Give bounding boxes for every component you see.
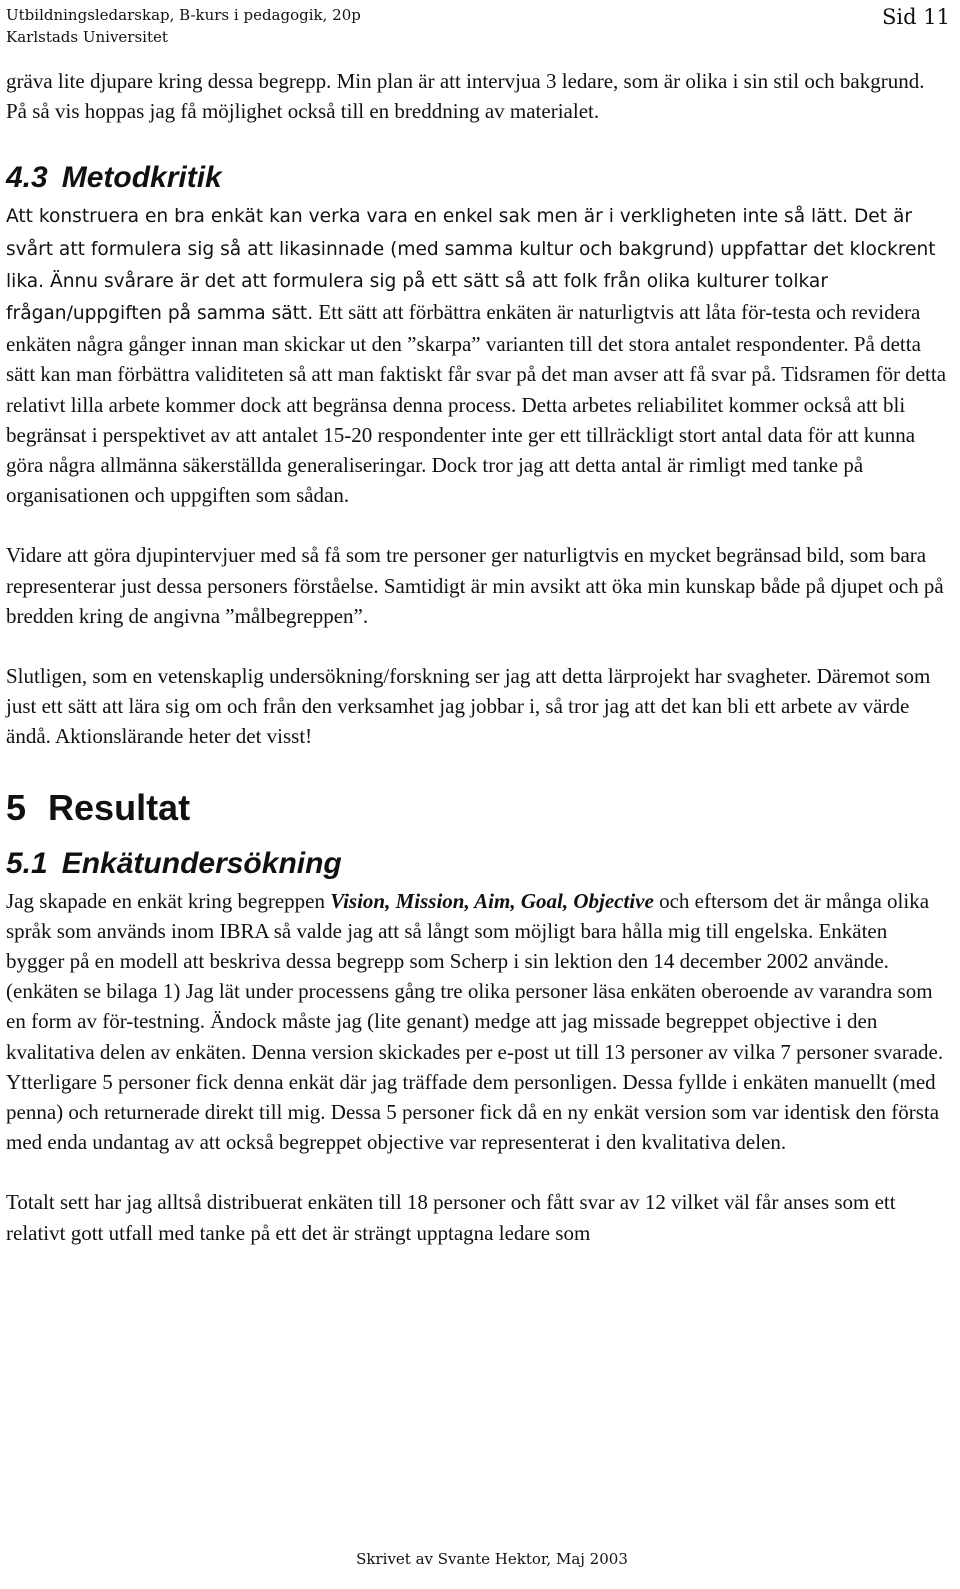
serif-text-span: Ett sätt att förbättra enkäten är naturligtvis att låta för-testa och revidera enkäten några gånger innan man skickar ut den ”skarpa” varianten till det stora antalet respondenter. På detta sätt kan man förbättra validiteten så att man faktiskt får svar på det man avser att få svar på. Tidsramen för detta relativt lilla arbete kommer dock att begränsa denna process. Detta arbetes reliabilitet kommer också att bli begränsat i perspektivet av att antalet 15-20 respondenter inte ger ett tillräckligt stort antal data för att kunna göra några allmänna säkerställda generaliseringar. Dock tror jag att detta antal är rimligt med tanke på organisationen och uppgiften som sådan.: [6, 300, 947, 508]
section-heading-enkatundersokning: [6, 842, 948, 886]
sans-text-span: Att konstruera en bra enkät kan verka vara en enkel sak men är i verkligheten inte så lätt. Det är svårt att formulera sig så att likasinnade (med samma kultur och bakgrund) uppfattar det klockrent lika. Ännu svårare är det att formulera sig på ett sätt så att folk från olika kulturer tolkar frågan/uppgiften på samma sätt.: [6, 206, 936, 325]
text-span: Jag skapade en enkät kring begreppen: [6, 888, 331, 913]
chapter-heading-resultat: [6, 784, 948, 832]
university-name: Karlstads Universitet: [6, 28, 168, 46]
enkat-paragraph-2: Totalt sett har jag alltså distribuerat enkäten till 18 personer och fått svar av 12 vilket väl får anses som ett relativt gott utfall med tanke på ett det är strängt upptagna ledare som: [6, 1190, 896, 1245]
page-footer: [0, 1548, 960, 1570]
section-title: Metodkritik: [61, 161, 222, 195]
metodkritik-paragraph-1: [6, 200, 948, 510]
metodkritik-paragraph-3: Slutligen, som en vetenskaplig undersökning/forskning ser jag att detta lärprojekt har svagheter. Däremot som just ett sätt att lära sig om och från den verksamhet jag jobbar i, så tror jag att det kan bli ett arbete av värde ändå. Aktionslärande heter det visst!: [6, 664, 931, 749]
page-header: [6, 4, 950, 48]
enkat-paragraph-1: [6, 886, 948, 1158]
footer-author: Skrivet av Svante Hektor, Maj 2003: [356, 1550, 628, 1568]
page-number: Sid 11: [882, 5, 950, 29]
section-number: 4.3: [6, 161, 48, 195]
chapter-title: Resultat: [48, 786, 191, 828]
section-title: Enkätundersökning: [61, 846, 342, 880]
text-span: och eftersom det är många olika språk som används inom IBRA så valde jag att så långt som möjligt bara hålla mig till engelska. Enkäten bygger på en modell att beskriva dessa begrepp som Scherp i sin lektion den 14 december 2002 använde. (enkäten se bilaga 1) Jag lät under processens gång tre olika personer läsa enkäten oberoende av varandra som en form av för-testning. Ändock måste jag (lite genant) medge att jag missade begreppet objective i den kvalitativa delen av enkäten. Denna version skickades per e-post ut till 13 personer av vilka 7 personer svarade. Ytterligare 5 personer fick denna enkät där jag träffade dem personligen. Dessa fyllde i enkäten manuellt (med penna) och returnerade direkt till mig. Dessa 5 personer fick då en ny enkät version som var identisk den första med enda undantag av att också begreppet objective var representerat i den kvalitativa delen.: [6, 888, 944, 1155]
metodkritik-paragraph-2: Vidare att göra djupintervjuer med så få som tre personer ger naturligtvis en mycket begränsad bild, som bara representerar just dessa personers förståelse. Samtidigt är min avsikt att öka min kunskap både på djupet och på bredden kring de angivna ”målbegreppen”.: [6, 543, 944, 628]
chapter-number: 5: [6, 786, 27, 828]
page-content: [6, 66, 948, 1248]
course-title: Utbildningsledarskap, B-kurs i pedagogik, 20p: [6, 6, 361, 24]
section-number: 5.1: [6, 846, 48, 880]
section-heading-metodkritik: [6, 156, 948, 200]
header-left: [6, 4, 361, 48]
intro-paragraph: gräva lite djupare kring dessa begrepp. Min plan är att intervjua 3 ledare, som är olika i sin stil och bakgrund. På så vis hoppas jag få möjlighet också till en breddning av materialet.: [6, 69, 925, 124]
bold-italic-terms: Vision, Mission, Aim, Goal, Objective: [330, 888, 654, 913]
